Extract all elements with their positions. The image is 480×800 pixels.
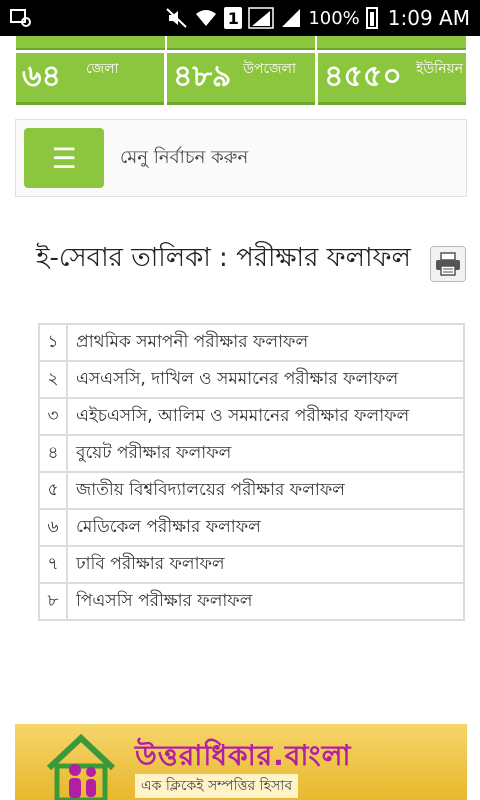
banner-title: উত্তরাধিকার.বাংলা: [135, 739, 352, 772]
result-link[interactable]: এইচএসসি, আলিম ও সমমানের পরীক্ষার ফলাফল: [67, 398, 464, 435]
row-number: ২: [39, 361, 67, 398]
row-number: ৪: [39, 435, 67, 472]
signal-icon-2: [280, 7, 302, 29]
stat-label: জেলা: [86, 61, 119, 77]
print-button[interactable]: [430, 246, 466, 282]
result-link[interactable]: এসএসসি, দাখিল ও সমমানের পরীক্ষার ফলাফল: [67, 361, 464, 398]
row-number: ৮: [39, 583, 67, 620]
stats-row: [16, 53, 466, 105]
row-number: ৬: [39, 509, 67, 546]
stats-top-cell: [167, 36, 316, 50]
stats-top-strip: [16, 36, 466, 50]
result-link[interactable]: মেডিকেল পরীক্ষার ফলাফল: [67, 509, 464, 546]
stat-value: ৪৫৫০: [324, 59, 402, 94]
result-link[interactable]: বুয়েট পরীক্ষার ফলাফল: [67, 435, 464, 472]
table-row[interactable]: [39, 324, 464, 361]
screenshot-icon: [10, 8, 32, 28]
clock: 1:09 AM: [387, 6, 470, 30]
row-number: ১: [39, 324, 67, 361]
hamburger-icon: ☰: [51, 141, 77, 175]
stats-top-cell: [16, 36, 165, 50]
uttoradhikar-banner[interactable]: [15, 724, 467, 800]
table-row[interactable]: [39, 361, 464, 398]
stat-label: উপজেলা: [243, 61, 297, 77]
stat-upazilas[interactable]: [167, 53, 315, 105]
table-row[interactable]: [39, 583, 464, 620]
wifi-icon: [194, 8, 218, 28]
row-number: ৭: [39, 546, 67, 583]
stat-districts[interactable]: [16, 53, 164, 105]
sim-badge: 1: [224, 7, 242, 29]
mute-icon: [166, 8, 188, 28]
stat-label: ইউনিয়ন: [416, 61, 464, 77]
table-row[interactable]: [39, 509, 464, 546]
battery-icon: [366, 7, 378, 29]
result-link[interactable]: প্রাথমিক সমাপনী পরীক্ষার ফলাফল: [67, 324, 464, 361]
menu-button[interactable]: [24, 128, 104, 188]
result-link[interactable]: পিএসসি পরীক্ষার ফলাফল: [67, 583, 464, 620]
table-row[interactable]: [39, 435, 464, 472]
table-row[interactable]: [39, 398, 464, 435]
stat-value: ৬৪: [22, 59, 61, 94]
stat-value: ৪৮৯: [173, 59, 232, 94]
result-link[interactable]: জাতীয় বিশ্ববিদ্যালয়ের পরীক্ষার ফলাফল: [67, 472, 464, 509]
row-number: ৩: [39, 398, 67, 435]
table-row[interactable]: [39, 472, 464, 509]
status-bar: [0, 0, 480, 36]
menu-selector[interactable]: [15, 119, 467, 197]
house-family-icon: [45, 734, 125, 800]
battery-percent: 100%: [308, 7, 360, 29]
banner-subtitle: এক ক্লিকেই সম্পত্তির হিসাব: [135, 774, 298, 798]
stat-unions[interactable]: [318, 53, 466, 105]
stats-top-cell: [317, 36, 466, 50]
menu-label[interactable]: মেনু নির্বাচন করুন: [120, 146, 249, 168]
printer-icon: [435, 252, 461, 276]
page-title: ই-সেবার তালিকা : পরীক্ষার ফলাফল: [36, 243, 411, 273]
results-table: [38, 323, 465, 621]
row-number: ৫: [39, 472, 67, 509]
result-link[interactable]: ঢাবি পরীক্ষার ফলাফল: [67, 546, 464, 583]
signal-icon: [248, 7, 274, 29]
table-row[interactable]: [39, 546, 464, 583]
